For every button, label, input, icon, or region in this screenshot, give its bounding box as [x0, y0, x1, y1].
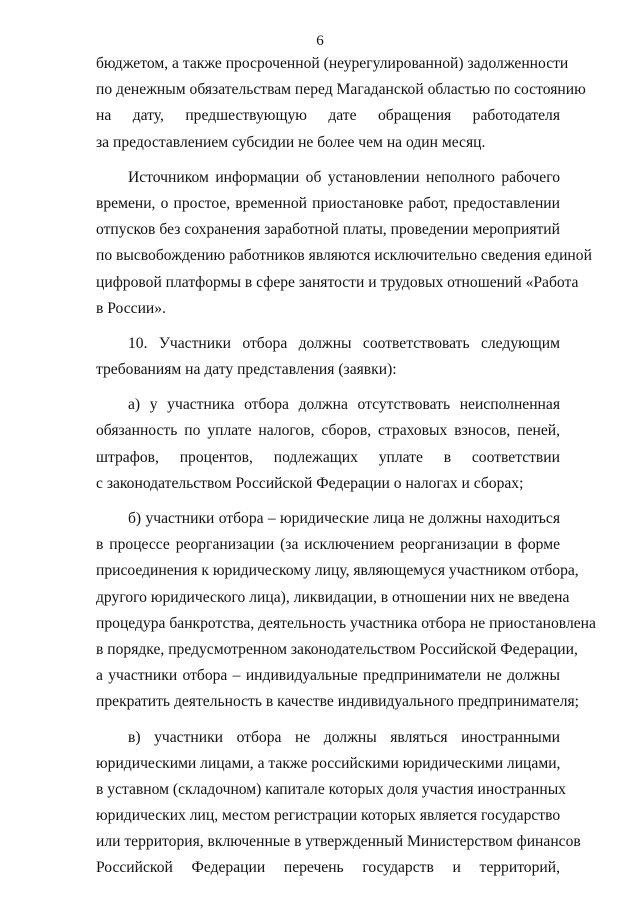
text-line: цифровой платформы в сфере занятости и трудовых отношений «Работа: [96, 273, 579, 291]
paragraph-section-10: [96, 331, 560, 383]
text-line: б) участники отбора – юридические лица не должны находиться: [128, 510, 560, 527]
page-number: 6: [316, 33, 324, 49]
text-line: прекратить деятельность в качестве индивидуального предпринимателя;: [96, 693, 580, 711]
text-line: по денежным обязательствам перед Магаданской областью по состоянию: [96, 81, 586, 99]
text-line: или территория, включенные в утвержденный Министерством финансов: [96, 833, 581, 851]
text-line: 10. Участники отбора должны соответствовать следующим: [128, 334, 560, 352]
text-line: времени, о простое, временной приостановке работ, предоставлении: [96, 194, 560, 212]
text-line: с законодательством Российской Федерации о налогах и сборах;: [96, 474, 524, 492]
text-line: бюджетом, а также просроченной (неурегулированной) задолженности: [96, 55, 569, 72]
text-line: в России».: [96, 299, 166, 317]
text-line: обязанность по уплате налогов, сборов, страховых взносов, пеней,: [96, 422, 560, 440]
text-line: в порядке, предусмотренном законодательством Российской Федерации,: [96, 640, 578, 658]
text-line: присоединения к юридическому лицу, являющемуся участником отбора,: [96, 562, 579, 580]
text-line: штрафов, процентов, подлежащих уплате в соответствии: [96, 448, 560, 466]
text-line: а участники отбора – индивидуальные предприниматели не должны: [96, 667, 560, 685]
text-line: а) у участника отбора должна отсутствовать неисполненная: [128, 396, 560, 414]
paragraph-item-b: [96, 506, 596, 716]
text-line: юридических лиц, местом регистрации которых является государство: [96, 807, 561, 825]
text-line: отпусков без сохранения заработной платы, проведении мероприятий: [96, 221, 560, 239]
text-line: в уставном (складочном) капитале которых доля участия иностранных: [96, 780, 566, 798]
paragraph-information-source: [96, 165, 592, 322]
paragraph-item-a: [96, 392, 560, 497]
text-line: за предоставлением субсидии не более чем на один месяц.: [96, 133, 486, 151]
paragraph-budget-debt: [96, 51, 586, 156]
text-line: Российской Федерации перечень государств и территорий,: [96, 859, 560, 877]
text-line: на дату, предшествующую дате обращения работодателя: [96, 107, 560, 125]
text-line: другого юридического лица), ликвидации, в отношении них не введена: [96, 588, 570, 606]
text-line: процедура банкротства, деятельность участника отбора не приостановлена: [96, 614, 596, 632]
document-body: [96, 51, 596, 882]
text-line: в процессе реорганизации (за исключением реорганизации в форме: [96, 536, 560, 554]
text-line: Источником информации об установлении неполного рабочего: [128, 168, 560, 186]
text-line: в) участники отбора не должны являться иностранными: [128, 728, 560, 746]
text-line: требованиям на дату представления (заявки):: [96, 361, 397, 379]
text-line: по высвобождению работников являются исключительно сведения единой: [96, 247, 592, 265]
paragraph-item-v: [96, 725, 581, 882]
text-line: юридическими лицами, а также российскими юридическими лицами,: [96, 754, 561, 772]
